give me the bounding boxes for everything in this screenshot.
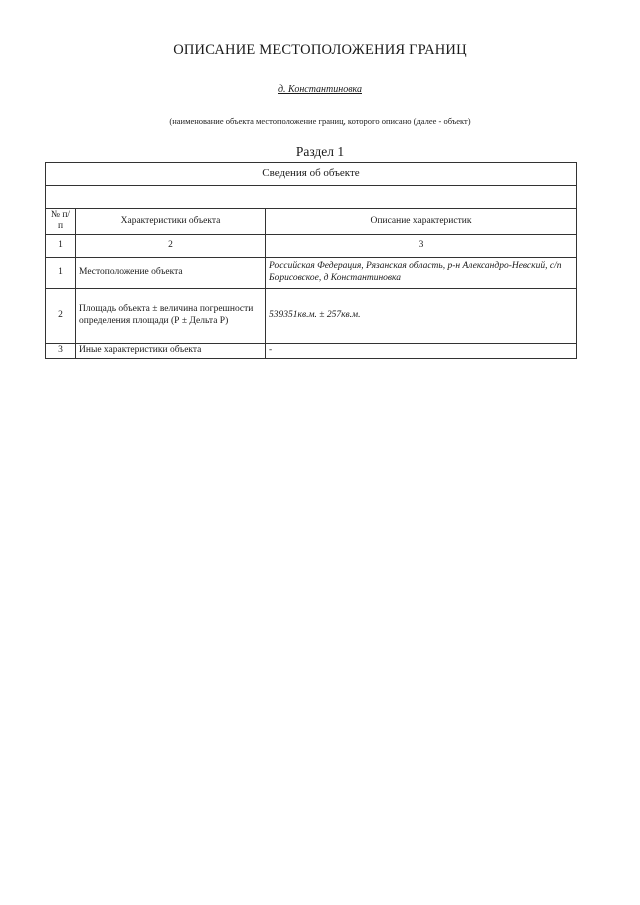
row-description: - xyxy=(266,343,577,358)
row-number: 1 xyxy=(46,257,76,288)
table-header-row xyxy=(46,209,577,235)
row-description: 539351кв.м. ± 257кв.м. xyxy=(266,288,577,343)
page-title: ОПИСАНИЕ МЕСТОПОЛОЖЕНИЯ ГРАНИЦ xyxy=(173,42,467,58)
row-characteristic: Местоположение объекта xyxy=(76,257,266,288)
section-title: Раздел 1 xyxy=(295,144,345,159)
column-header-description: Описание характеристик xyxy=(266,209,577,235)
table-section-header: Сведения об объекте xyxy=(46,163,577,186)
column-number: 3 xyxy=(266,234,577,257)
object-info-table xyxy=(45,162,577,359)
column-header-number: № п/п xyxy=(46,209,76,235)
table-section-header-row xyxy=(46,163,577,186)
column-header-characteristic: Характеристики объекта xyxy=(76,209,266,235)
column-number: 2 xyxy=(76,234,266,257)
row-number: 2 xyxy=(46,288,76,343)
object-name-caption: (наименование объекта местоположение границ, которого описано (далее - объект) xyxy=(169,116,471,126)
table-row xyxy=(46,343,577,358)
object-name: д. Константиновка xyxy=(278,84,362,95)
row-characteristic: Площадь объекта ± величина погрешности определения площади (Р ± Дельта Р) xyxy=(76,288,266,343)
row-description: Российская Федерация, Рязанская область, р-н Александро-Невский, с/п Борисовское, д Константиновка xyxy=(266,257,577,288)
table-row xyxy=(46,257,577,288)
table-row xyxy=(46,288,577,343)
table-column-numbers-row xyxy=(46,234,577,257)
table-empty-cell xyxy=(46,186,577,209)
row-characteristic: Иные характеристики объекта xyxy=(76,343,266,358)
row-number: 3 xyxy=(46,343,76,358)
table-empty-row xyxy=(46,186,577,209)
column-number: 1 xyxy=(46,234,76,257)
